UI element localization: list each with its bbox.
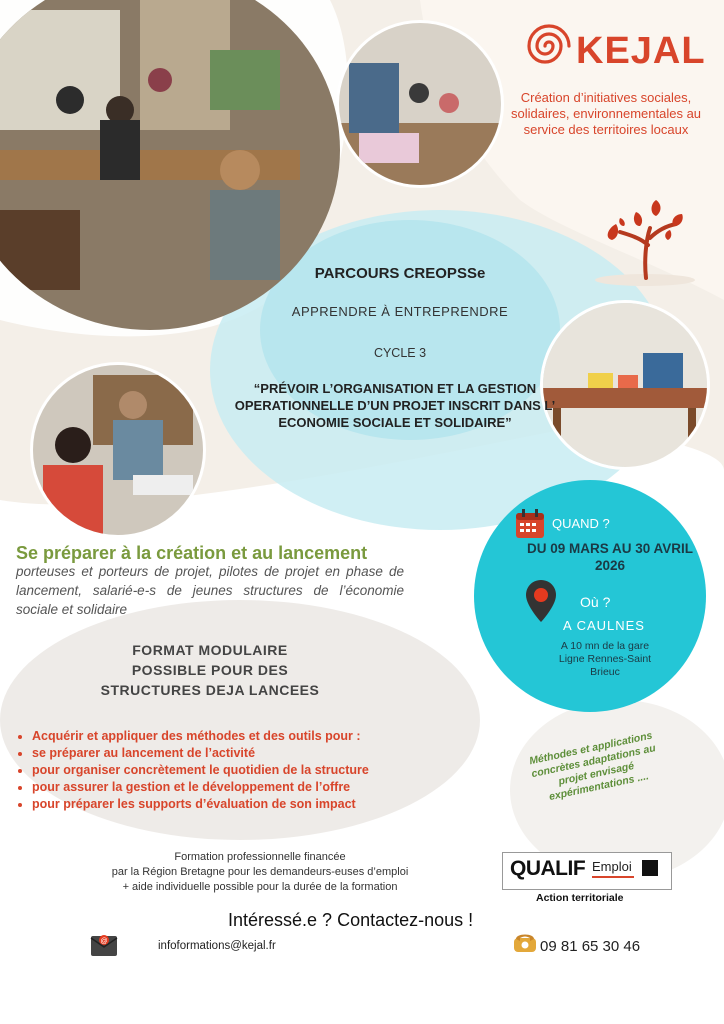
when-dates: DU 09 MARS AU 30 AVRIL 2026	[526, 541, 694, 573]
audience-heading: Se préparer à la création et au lancement	[16, 543, 368, 563]
calendar-icon	[514, 508, 546, 540]
funding-line: par la Région Bretagne pour les demandeurs-euses d’emploi	[111, 866, 409, 878]
brand-tagline: Création d’initiatives sociales, solidaires, environnementales au service des territoires locaux	[510, 90, 702, 137]
workshop-photo-top	[336, 20, 504, 188]
program-subtitle: APPRENDRE À ENTREPRENDRE	[291, 304, 509, 319]
svg-text:@: @	[100, 938, 108, 945]
region-logo	[642, 860, 658, 876]
objective-item: • pour organiser concrètement le quotidien de la structure	[32, 762, 478, 779]
objective-item: • se préparer au lancement de l’activité	[32, 745, 478, 762]
funding-line: + aide individuelle possible pour la durée de la formation	[122, 881, 398, 893]
funding-text	[80, 850, 440, 895]
where-place: A CAULNES	[563, 618, 645, 633]
objectives-list	[18, 728, 478, 813]
where-detail: A 10 mn de la gare Ligne Rennes-Saint Brieuc	[558, 640, 652, 678]
qualif-emploi: Emploi	[592, 859, 632, 874]
tree-icon	[590, 190, 700, 286]
contact-cta: Intéressé.e ? Contactez-nous !	[228, 910, 474, 930]
objective-main: • Acquérir et appliquer des méthodes et des outils pour :	[32, 728, 478, 745]
office-photo-right	[540, 300, 710, 470]
envelope-icon	[90, 930, 118, 958]
brand-name: KEJAL	[576, 30, 706, 72]
program-quote: “PRÉVOIR L’ORGANISATION ET LA GESTION OPERATIONNELLE D’UN PROJET INSCRIT DANS L’ ECONOMIE SOCIALE ET SOLIDAIRE”	[234, 381, 556, 430]
spiral-icon	[524, 20, 574, 72]
qualif-name: QUALIF	[510, 857, 586, 880]
program-title: PARCOURS CREOPSSe	[314, 265, 486, 282]
phone-icon	[512, 930, 538, 956]
objective-item: • pour assurer la gestion et le développement de l’offre	[32, 779, 478, 796]
contact-phone[interactable]: 09 81 65 30 46	[540, 938, 641, 955]
qualif-action: Action territoriale	[536, 892, 624, 904]
objective-item: • pour préparer les supports d’évaluation de son impact	[32, 796, 478, 813]
methods-note: Méthodes et applications concrètes adaptations au projet envisagé expérimentations ....	[528, 729, 657, 804]
qualif-underline	[592, 876, 634, 878]
where-label: Où ?	[580, 594, 611, 610]
program-cycle: CYCLE 3	[373, 346, 427, 360]
workshop-photo-left	[30, 362, 206, 538]
funding-line: Formation professionnelle financée	[174, 851, 346, 863]
format-note: FORMAT MODULAIRE POSSIBLE POUR DES STRUCTURES DEJA LANCEES	[100, 642, 320, 698]
audience-text: porteuses et porteurs de projet, pilotes de projet en phase de lancement, salarié-e-s de jeunes structures de l’économie sociale et solidaire	[16, 564, 404, 617]
when-label: QUAND ?	[552, 516, 610, 531]
contact-email[interactable]: infoformations@kejal.fr	[158, 940, 276, 952]
